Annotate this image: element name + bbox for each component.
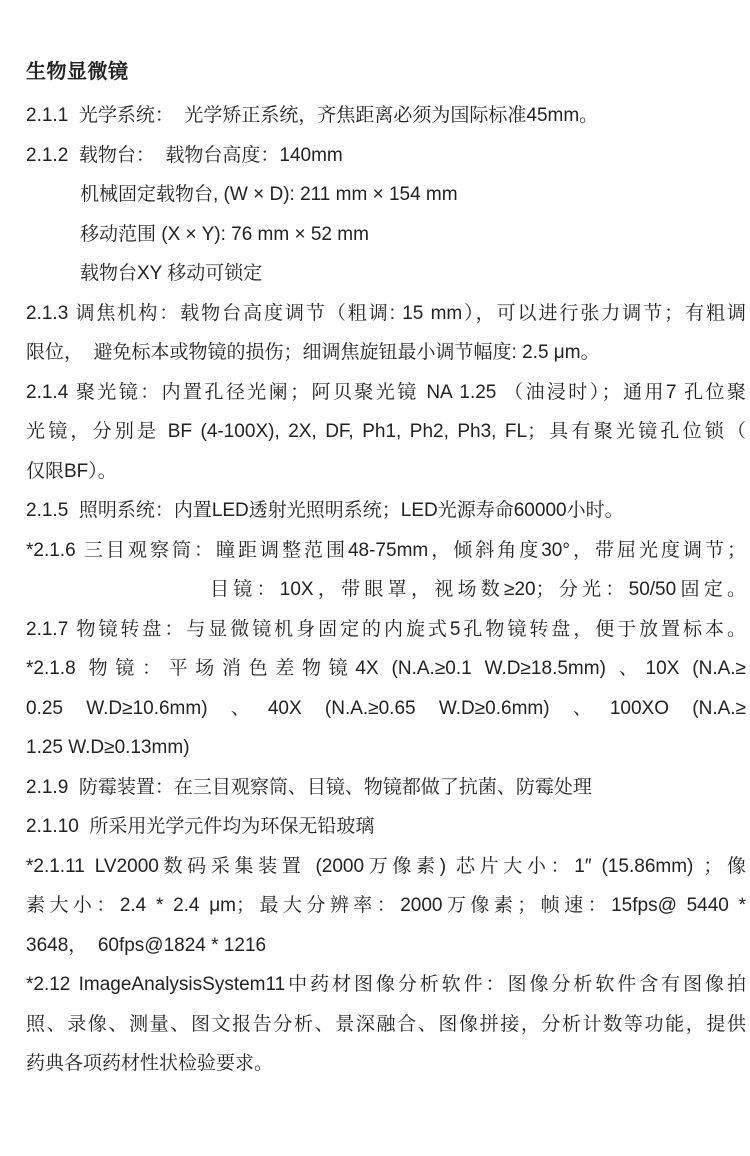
spec-lines: [26, 96, 746, 1084]
spec-line: 机械固定载物台, (W × D): 211 mm × 154 mm: [80, 184, 458, 205]
spec-line: 2.1.2 载物台： 载物台高度：140mm: [26, 144, 343, 166]
spec-line: 2.1.5 照明系统：内置LED透射光照明系统；LED光源寿命60000小时。: [26, 500, 624, 521]
spec-line: 2.1.1 光学系统： 光学矫正系统，齐焦距离必须为国际标准45mm。: [26, 105, 599, 126]
document-title: 生物显微镜: [26, 61, 129, 83]
spec-line: 载物台XY 移动可锁定: [80, 263, 263, 284]
spec-line: 移动范围 (X × Y): 76 mm × 52 mm: [80, 223, 369, 245]
spec-line: *2.1.6 三目观察筒：瞳距调整范围48-75mm，倾斜角度30°，带屈光度调节；: [26, 539, 746, 561]
spec-line: *2.12 ImageAnalysisSystem11中药材图像分析软件：图像分析软件含有图像拍: [26, 974, 746, 995]
spec-line: 2.1.3 调焦机构：载物台高度调节（粗调: 15 mm），可以进行张力调节；有粗调: [26, 302, 746, 324]
spec-line: *2.1.8 物镜：平场消色差物镜4X (N.A.≥0.1 W.D≥18.5mm) 、10X (N.A.≥: [26, 658, 746, 679]
spec-line: 0.25 W.D≥10.6mm) 、40X (N.A.≥0.65 W.D≥0.6mm) 、100XO (N.A.≥: [26, 697, 746, 719]
spec-line: 素大小：2.4 * 2.4 μm；最大分辨率：2000万像素；帧速：15fps@ 5440 *: [26, 895, 746, 916]
spec-line: *2.1.11 LV2000数码采集装置 (2000万像素) 芯片大小：1″ (15.86mm) ；像: [26, 855, 746, 877]
spec-line: 光镜，分别是 BF (4-100X), 2X, DF, Ph1, Ph2, Ph3, FL；具有聚光镜孔位锁（: [26, 421, 746, 442]
spec-line: 2.1.4 聚光镜：内置孔径光阑；阿贝聚光镜 NA 1.25 （油浸时）；通用7 孔位聚: [26, 381, 746, 403]
spec-line: 1.25 W.D≥0.13mm): [26, 737, 190, 758]
spec-line: 药典各项药材性状检验要求。: [26, 1053, 274, 1074]
spec-line: 3648， 60fps@1824 * 1216: [26, 934, 267, 956]
spec-line: 2.1.9 防霉装置：在三目观察筒、目镜、物镜都做了抗菌、防霉处理: [26, 776, 592, 798]
spec-line: 照、录像、测量、图文报告分析、景深融合、图像拼接，分析计数等功能，提供: [26, 1013, 746, 1035]
spec-line: 限位， 避免标本或物镜的损伤；细调焦旋钮最小调节幅度: 2.5 μm。: [26, 342, 600, 363]
spec-line: 目镜：10X，带眼罩，视场数≥20；分光：50/50固定。: [210, 579, 746, 600]
spec-line: 2.1.7 物镜转盘：与显微镜机身固定的内旋式5孔物镜转盘，便于放置标本。: [26, 618, 746, 640]
spec-line: 仅限BF）。: [26, 460, 117, 482]
spec-line: 2.1.10 所采用光学元件均为环保无铅玻璃: [26, 816, 375, 837]
